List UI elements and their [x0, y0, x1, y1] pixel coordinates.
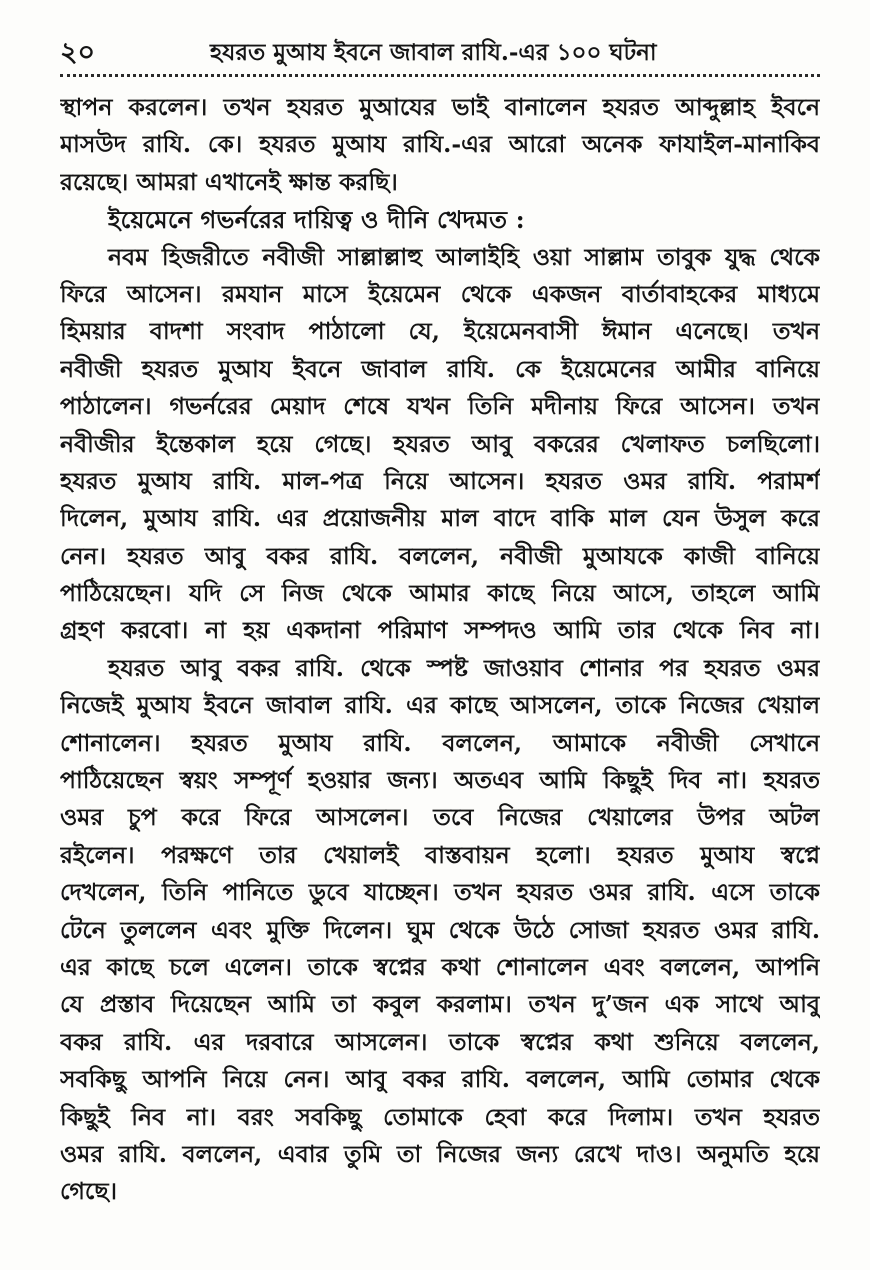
section-heading: ইয়েমেনে গভর্নরের দায়িত্ব ও দীনি খেদমত :	[108, 205, 525, 235]
text-line: এর কাছে চলে এলেন। তাকে স্বপ্নের কথা শোনালেন এবং বললেন, আপনি	[60, 952, 820, 981]
text-line: পাঠালেন। গভর্নরের মেয়াদ শেষে যখন তিনি মদীনায় ফিরে আসেন। তখন	[60, 392, 820, 421]
text-line: নবীজী হযরত মুআয ইবনে জাবাল রাযি. কে ইয়েমেনের আমীর বানিয়ে	[60, 354, 820, 383]
text-line: গেছে।	[60, 1177, 118, 1206]
text-line: দিলেন, মুআয রাযি. এর প্রয়োজনীয় মাল বাদে বাকি মাল যেন উসুল করে	[60, 504, 820, 533]
running-title: হযরত মুআয ইবনে জাবাল রাযি.-এর ১০০ ঘটনা	[210, 39, 657, 66]
text-line: নবীজীর ইন্তেকাল হয়ে গেছে। হযরত আবু বকরের খেলাফত চলছিলো।	[60, 429, 820, 458]
text-line: নবম হিজরীতে নবীজী সাল্লাল্লাহু আলাইহি ওয়া সাল্লাম তাবুক যুদ্ধ থেকে	[108, 242, 820, 271]
text-line: হিময়ার বাদশা সংবাদ পাঠালো যে, ইয়েমেনবাসী ঈমান এনেছে। তখন	[60, 317, 820, 346]
text-line: শোনালেন। হযরত মুআয রাযি. বললেন, আমাকে নবীজী সেখানে	[60, 728, 820, 757]
text-line: কিছুই নিব না। বরং সবকিছু তোমাকে হেবা করে দিলাম। তখন হযরত	[60, 1102, 820, 1131]
text-line: সবকিছু আপনি নিয়ে নেন। আবু বকর রাযি. বললেন, আমি তোমার থেকে	[60, 1065, 820, 1094]
page-body	[60, 89, 820, 1211]
text-line: দেখলেন, তিনি পানিতে ডুবে যাচ্ছেন। তখন হযরত ওমর রাযি. এসে তাকে	[60, 878, 820, 907]
text-line: পাঠিয়েছেন স্বয়ং সম্পূর্ণ হওয়ার জন্য। অতএব আমি কিছুই দিব না। হযরত	[60, 766, 820, 795]
text-line: নিজেই মুআয ইবনে জাবাল রাযি. এর কাছে আসলেন, তাকে নিজের খেয়াল	[60, 691, 820, 720]
text-line: যে প্রস্তাব দিয়েছেন আমি তা কবুল করলাম। তখন দু’জন এক সাথে আবু	[60, 990, 820, 1019]
text-line: রইলেন। পরক্ষণে তার খেয়ালই বাস্তবায়ন হলো। হযরত মুআয স্বপ্নে	[60, 840, 820, 869]
text-line: নেন। হযরত আবু বকর রাযি. বললেন, নবীজী মুআযকে কাজী বানিয়ে	[60, 541, 820, 570]
page-number: ২০	[60, 37, 96, 68]
text-line: ওমর চুপ করে ফিরে আসলেন। তবে নিজের খেয়ালের উপর অটল	[60, 803, 820, 832]
page-header	[60, 36, 820, 76]
text-line: মাসউদ রাযি. কে। হযরত মুআয রাযি.-এর আরো অনেক ফাযাইল-মানাকিব	[60, 130, 820, 159]
text-line: স্থাপন করলেন। তখন হযরত মুআযের ভাই বানালেন হযরত আব্দুল্লাহ ইবনে	[60, 93, 820, 121]
text-line: পাঠিয়েছেন। যদি সে নিজ থেকে আমার কাছে নিয়ে আসে, তাহলে আমি	[60, 579, 820, 608]
header-dotted-rule	[60, 74, 820, 77]
text-line: গ্রহণ করবো। না হয় একদানা পরিমাণ সম্পদও আমি তার থেকে নিব না।	[60, 616, 820, 645]
text-line: হযরত আবু বকর রাযি. থেকে স্পষ্ট জাওয়াব শোনার পর হযরত ওমর	[108, 653, 820, 682]
text-line: ফিরে আসেন। রমযান মাসে ইয়েমেন থেকে একজন বার্তাবাহকের মাধ্যমে	[60, 279, 820, 308]
text-line: বকর রাযি. এর দরবারে আসলেন। তাকে স্বপ্নের কথা শুনিয়ে বললেন,	[60, 1027, 820, 1056]
text-line: হযরত মুআয রাযি. মাল-পত্র নিয়ে আসেন। হযরত ওমর রাযি. পরামর্শ	[60, 466, 820, 495]
text-line: ওমর রাযি. বললেন, এবার তুমি তা নিজের জন্য রেখে দাও। অনুমতি হয়ে	[60, 1139, 820, 1168]
text-line: টেনে তুললেন এবং মুক্তি দিলেন। ঘুম থেকে উঠে সোজা হযরত ওমর রাযি.	[60, 915, 820, 944]
text-line: রয়েছে। আমরা এখানেই ক্ষান্ত করছি।	[60, 167, 398, 196]
